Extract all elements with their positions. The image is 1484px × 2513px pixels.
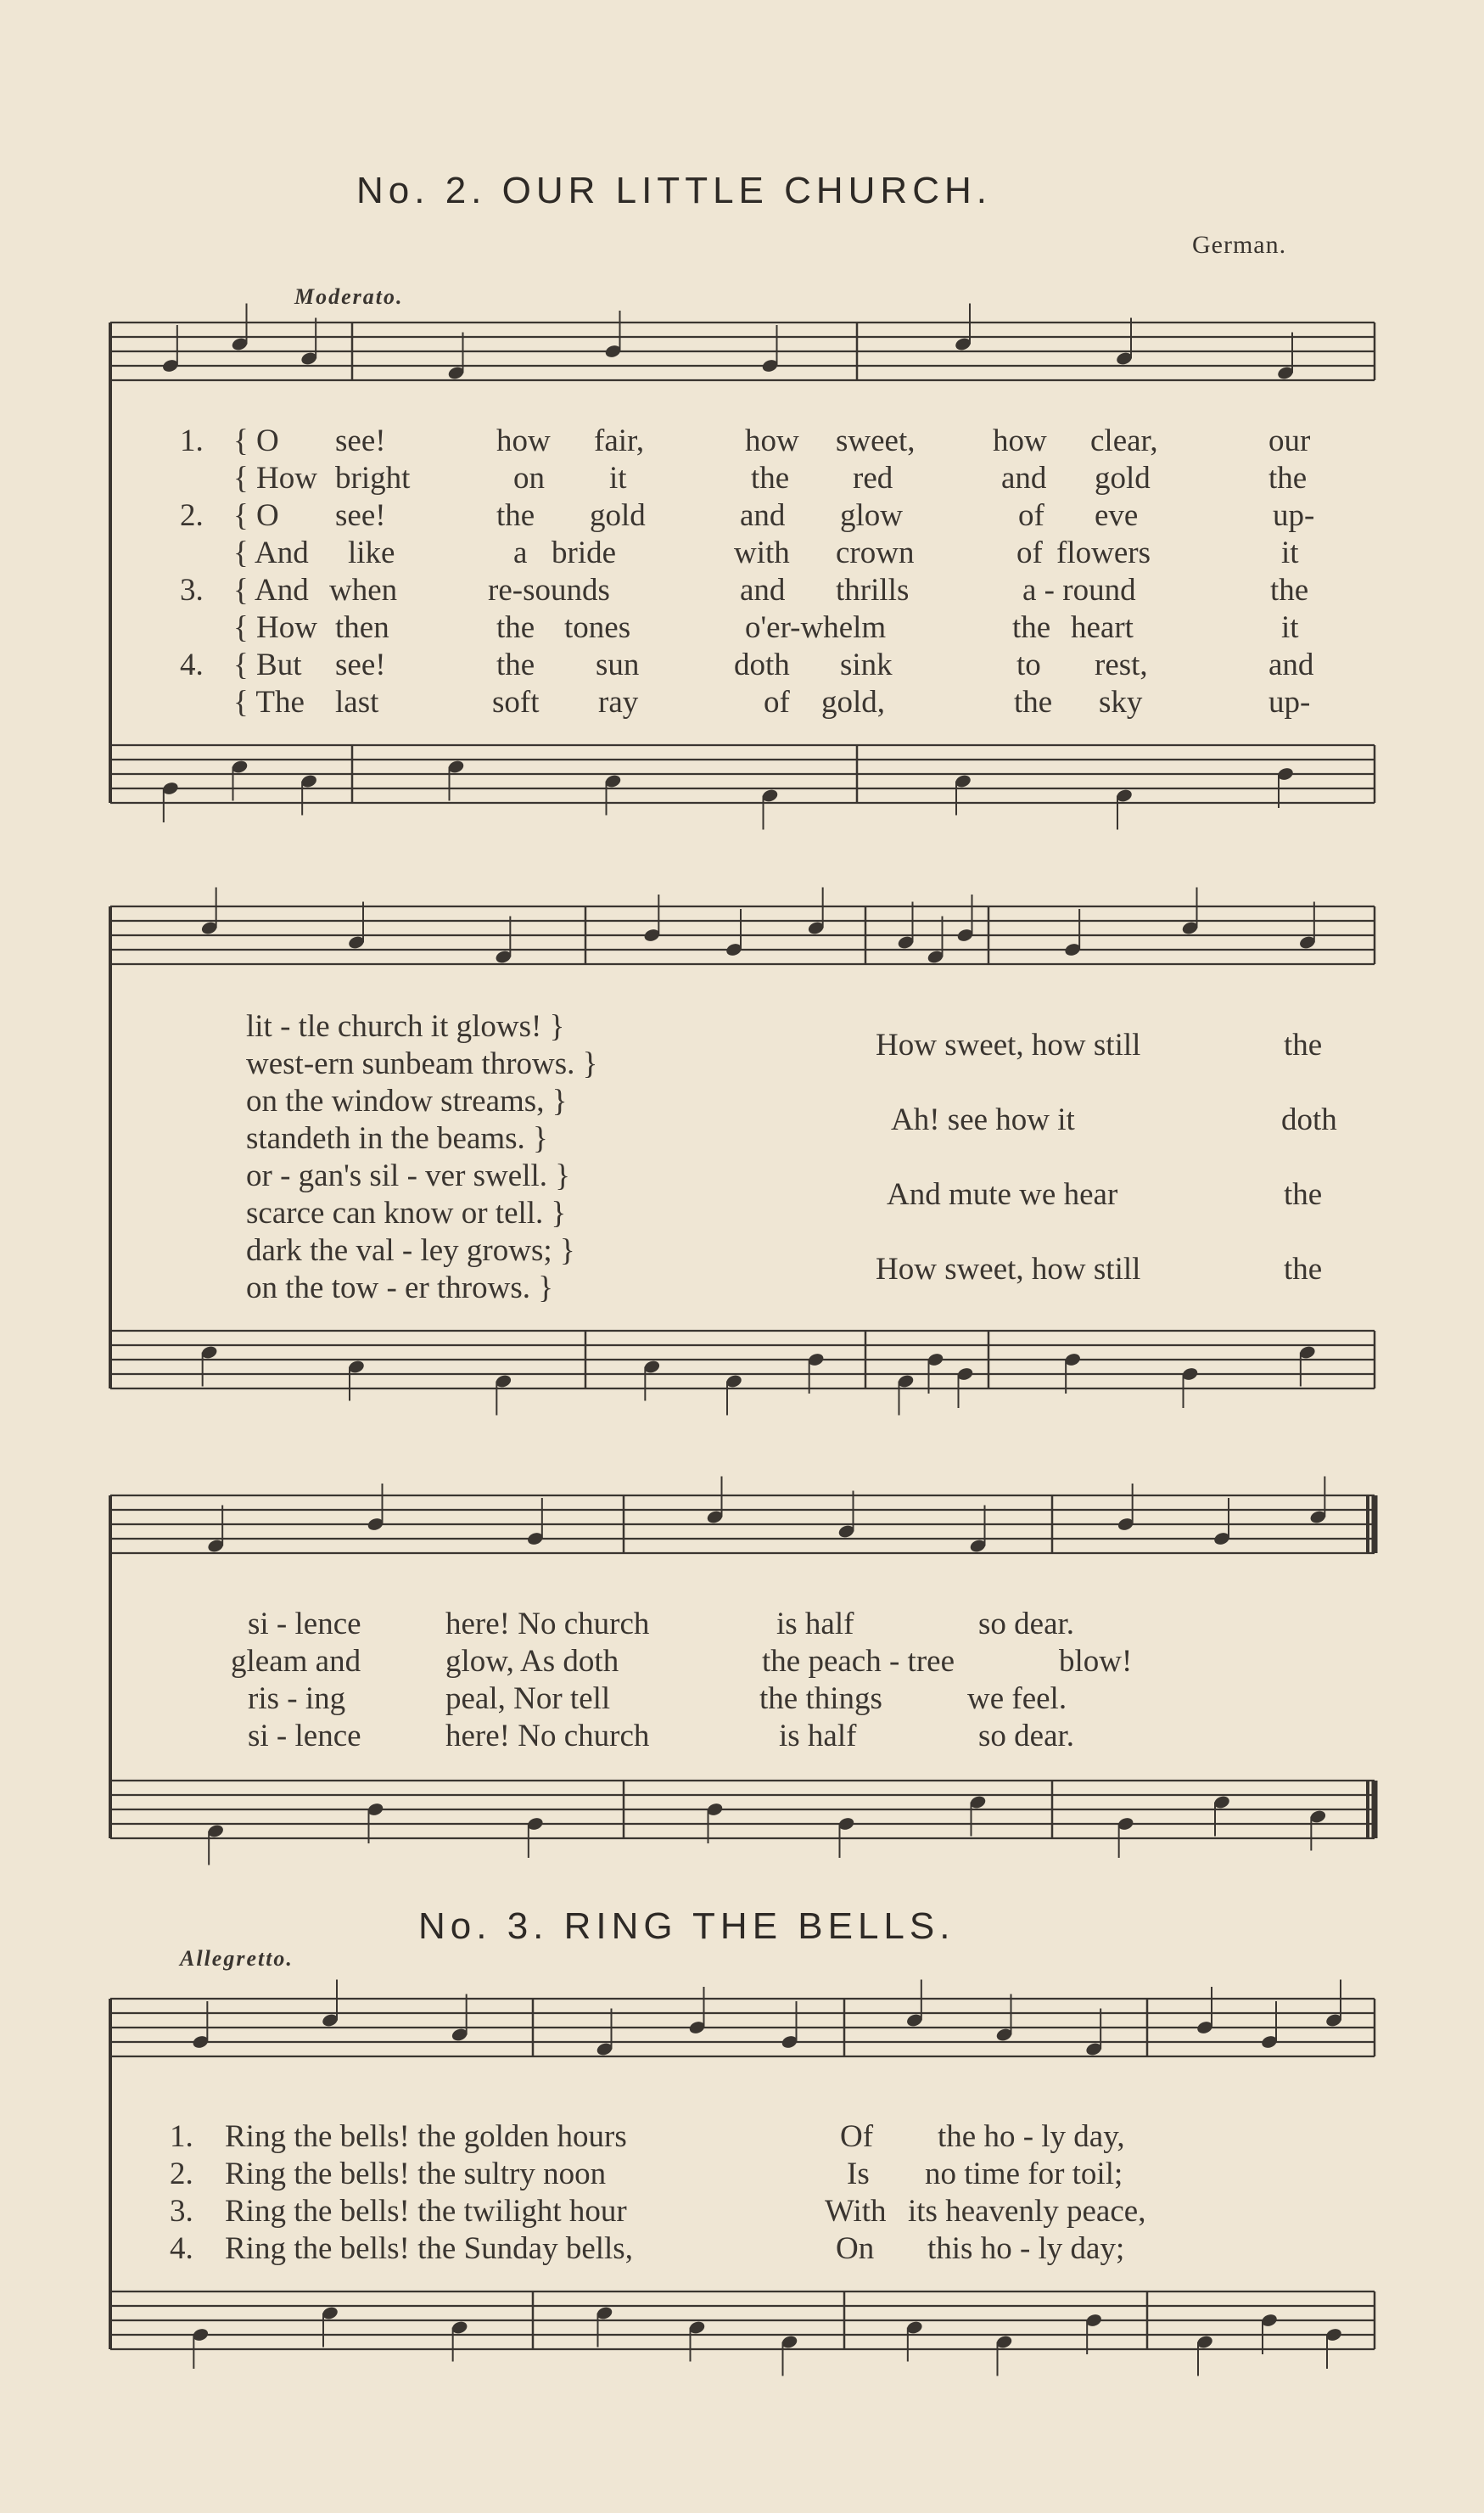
lyric-line: scarce can know or tell. } xyxy=(246,1196,567,1231)
lyric-line: dark the val - ley grows; } xyxy=(246,1233,575,1268)
lyric-line: Ah! see how it xyxy=(891,1102,1075,1137)
lyric-word: doth xyxy=(1281,1102,1337,1137)
hymn-2-tempo: Moderato. xyxy=(294,284,404,309)
hymn-2-title: No. 2. OUR LITTLE CHURCH. xyxy=(356,170,992,211)
lyric-line: west-ern sunbeam throws. } xyxy=(246,1046,598,1081)
lyric-line: lit - tle church it glows! } xyxy=(246,1009,565,1044)
lyric-line: or - gan's sil - ver swell. } xyxy=(246,1158,571,1193)
hymn-3-title: No. 3. RING THE BELLS. xyxy=(418,1905,955,1947)
lyric-line: How sweet, how still xyxy=(876,1252,1141,1287)
lyric-line: How sweet, how still xyxy=(876,1028,1141,1063)
hymn-2-attribution: German. xyxy=(1192,231,1287,259)
lyric-word: the xyxy=(1284,1177,1323,1212)
lyric-line: standeth in the beams. } xyxy=(246,1121,548,1156)
lyric-line: on the tow - er throws. } xyxy=(246,1271,553,1305)
lyric-word: the xyxy=(1284,1252,1323,1287)
lyric-word: the xyxy=(1284,1028,1323,1063)
system1-lyrics: 1. { O see! how fair, how sweet, how clear, our { How bright on it the red and gold the 2. { O see! the gold and glow of eve up- { And like a bride with crown of flowers it 3. { And when re-sounds and thrills a - round the { How then the tones o'er-whelm the heart it 4. { But see! the sun doth sink to rest, and { The last soft ray of gold, the sky up- xyxy=(180,424,1315,720)
hymn-3-tempo: Allegretto. xyxy=(180,1946,294,1971)
lyric-line: on the window streams, } xyxy=(246,1084,568,1119)
lyric-line: And mute we hear xyxy=(887,1177,1118,1212)
